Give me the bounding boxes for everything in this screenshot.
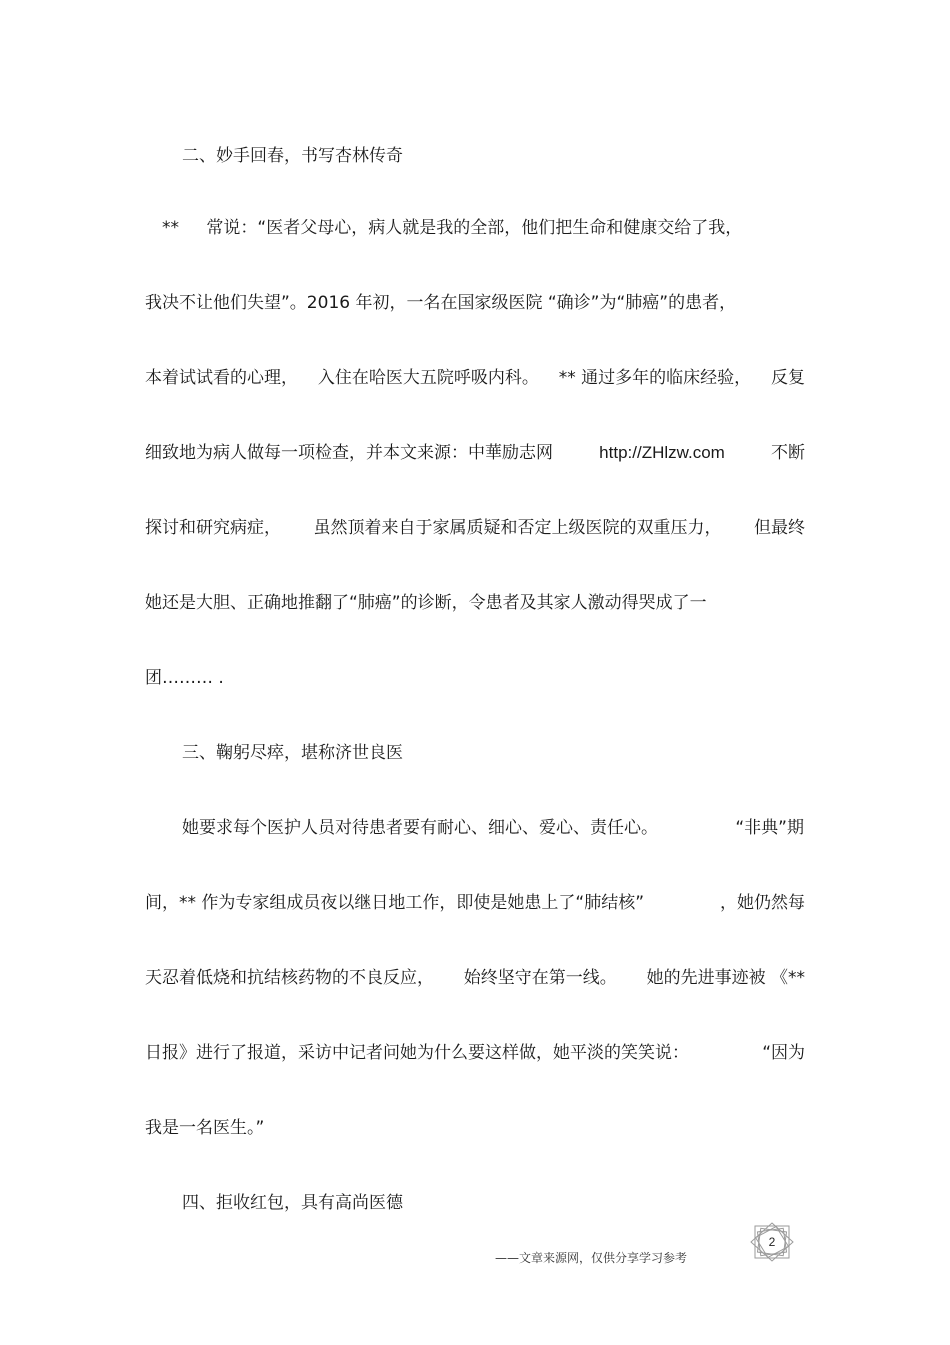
page-number: 2 [768, 1235, 776, 1249]
paragraph-line: 间，** 作为专家组成员夜以继日地工作，即使是她患上了“肺结核” ，她仍然每 [145, 893, 805, 913]
paragraph-line: 我是一名医生。” [145, 1118, 265, 1138]
page-number-badge [749, 1222, 795, 1262]
paragraph-line: 我决不让他们失望”。2016 年初，一名在国家级医院 “确诊”为“肺癌”的患者， [145, 293, 737, 313]
section-heading-3: 三、鞠躬尽瘁，堪称济世良医 [182, 743, 403, 763]
source-url: http://ZHlzw.com [599, 443, 725, 462]
footer-source-note: ——文章来源网，仅供分享学习参考 [495, 1251, 688, 1265]
paragraph-line: ** 常说：“医者父母心，病人就是我的全部，他们把生命和健康交给了我， [162, 218, 743, 238]
section-heading-4: 四、拒收红包，具有高尚医德 [182, 1193, 403, 1213]
paragraph-line: 团……… . [145, 668, 224, 688]
paragraph-line: 本着试试看的心理， 入住在哈医大五院呼吸内科。 ** 通过多年的临床经验， 反复 [145, 368, 805, 388]
paragraph-line: 天忍着低烧和抗结核药物的不良反应， 始终坚守在第一线。 她的先进事迹被 《** [145, 968, 805, 988]
paragraph-line: 日报》进行了报道，采访中记者问她为什么要这样做，她平淡的笑笑说： “因为 [145, 1043, 805, 1063]
paragraph-line: 她还是大胆、正确地推翻了“肺癌”的诊断，令患者及其家人激动得哭成了一 [145, 593, 707, 613]
section-heading-2: 二、妙手回春，书写杏林传奇 [182, 146, 403, 166]
paragraph-line: 探讨和研究病症， 虽然顶着来自于家属质疑和否定上级医院的双重压力， 但最终 [145, 518, 805, 538]
paragraph-line: 细致地为病人做每一项检查，并本文来源：中華励志网 http://ZHlzw.com 不断 [145, 443, 805, 463]
paragraph-line: 她要求每个医护人员对待患者要有耐心、细心、爱心、责任心。 “非典”期 [182, 818, 804, 838]
